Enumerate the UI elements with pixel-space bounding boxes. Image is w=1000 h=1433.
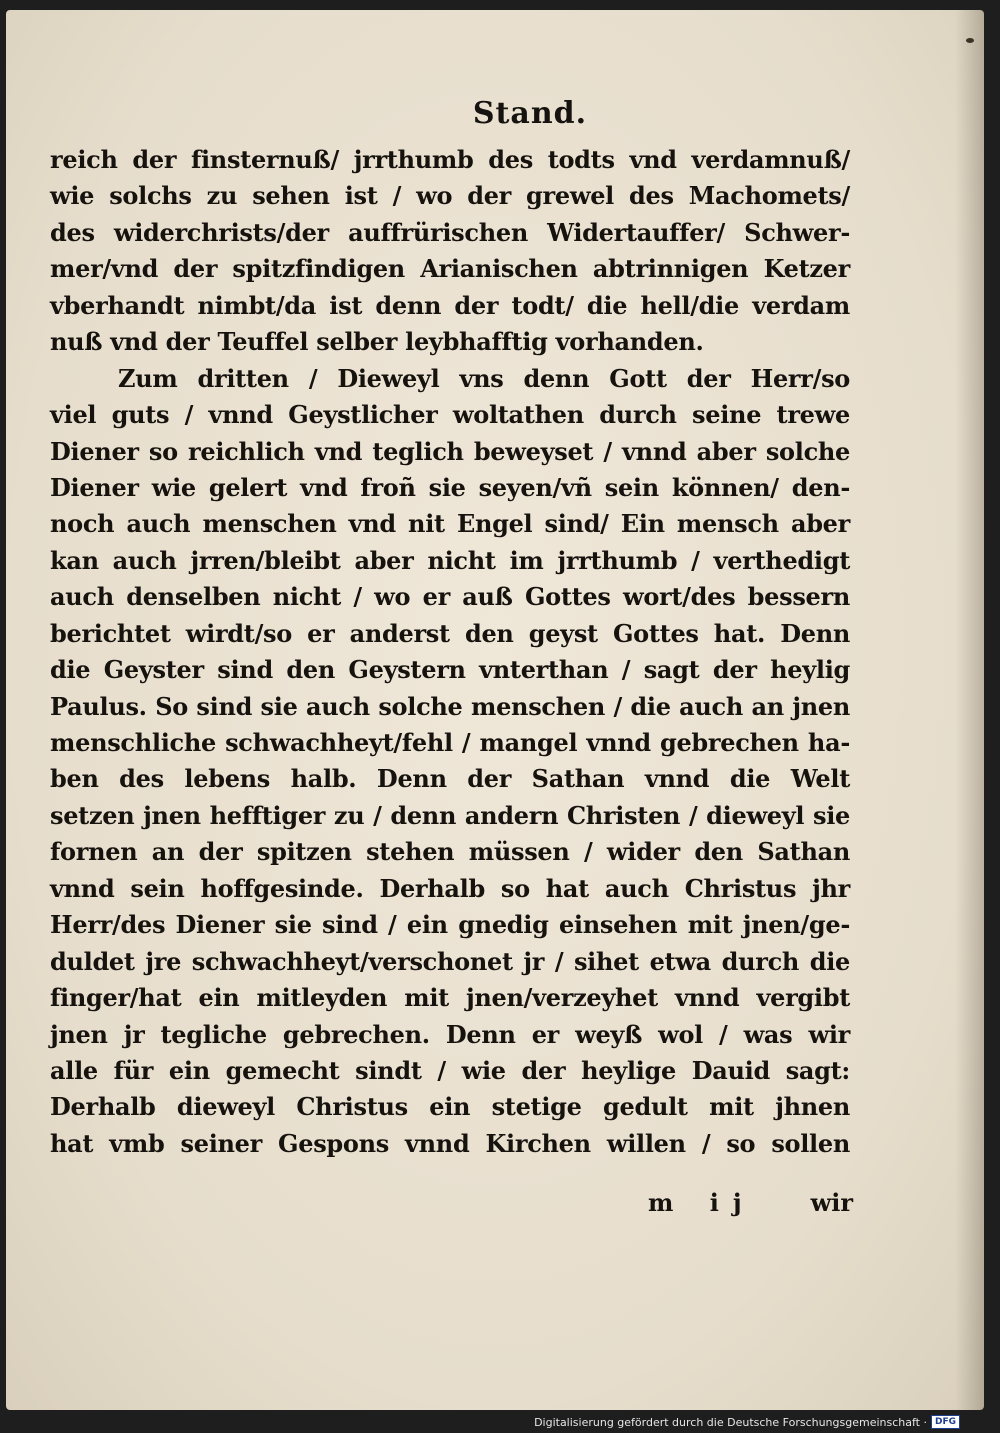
text-line: auch denselben nicht / wo er auß Gottes wort/des bessern <box>50 582 850 612</box>
signature-mark: m ij <box>648 1188 756 1217</box>
text-line: duldet jre schwachheyt/verschonet jr / sihet etwa durch die <box>50 946 850 976</box>
ink-speck <box>966 38 974 43</box>
text-line: Diener so reichlich vnd teglich beweyset / vnnd aber solche <box>50 436 850 466</box>
text-line: vnnd sein hoffgesinde. Derhalb so hat auch Christus jhr <box>50 873 850 903</box>
text-line: berichtet wirdt/so er anderst den geyst Gottes hat. Denn <box>50 618 850 648</box>
text-line: viel guts / vnnd Geystlicher woltathen durch seine trewe <box>50 400 850 430</box>
body-text <box>50 142 850 1162</box>
text-line: nuß vnd der Teuffel selber leybhafftig vorhanden. <box>50 327 704 357</box>
text-line: menschliche schwachheyt/fehl / mangel vnnd gebrechen ha- <box>50 728 850 757</box>
text-line: noch auch menschen vnd nit Engel sind/ Ein mensch aber <box>50 509 850 539</box>
text-line: Derhalb dieweyl Christus ein stetige gedult mit jhnen <box>50 1092 850 1122</box>
text-line: Herr/des Diener sie sind / ein gnedig einsehen mit jnen/ge- <box>50 910 850 940</box>
text-line: mer/vnd der spitzfindigen Arianischen abtrinnigen Ketzer <box>50 254 850 284</box>
text-line: fornen an der spitzen stehen müssen / wider den Sathan <box>50 837 850 867</box>
text-line: wie solchs zu sehen ist / wo der grewel des Machomets/ <box>50 181 850 211</box>
text-line: alle für ein gemecht sindt / wie der heylige Dauid sagt: <box>50 1055 850 1085</box>
text-line: jnen jr tegliche gebrechen. Denn er weyß wol / was wir <box>50 1019 850 1049</box>
text-line: vberhandt nimbt/da ist denn der todt/ die hell/die verdam <box>50 290 850 320</box>
text-line: die Geyster sind den Geystern vnterthan / sagt der heylig <box>50 655 850 685</box>
text-line: reich der finsternuß/ jrrthumb des todts vnd verdamnuß/ <box>50 145 850 174</box>
digitization-credit <box>534 1415 960 1429</box>
text-line: Paulus. So sind sie auch solche menschen / die auch an jnen <box>50 691 850 721</box>
page-foot-marks <box>648 1188 853 1226</box>
text-line: Zum dritten / Dieweyl vns denn Gott der Herr/so <box>118 363 850 393</box>
text-line: hat vmb seiner Gespons vnnd Kirchen willen / so sollen <box>50 1128 850 1158</box>
text-line: setzen jnen hefftiger zu / denn andern Christen / dieweyl sie <box>50 800 850 830</box>
credit-text: Digitalisierung gefördert durch die Deutsche Forschungsgemeinschaft · <box>534 1415 927 1429</box>
dfg-logo: DFG <box>931 1415 960 1429</box>
text-line: finger/hat ein mitleyden mit jnen/verzeyhet vnnd vergibt <box>50 983 850 1013</box>
page-edge-shadow <box>955 10 984 1410</box>
catchword: wir <box>810 1188 853 1217</box>
running-header: Stand. <box>472 96 588 131</box>
text-line: kan auch jrren/bleibt aber nicht im jrrthumb / verthedigt <box>50 545 850 575</box>
text-line: Diener wie gelert vnd froñ sie seyen/vñ sein können/ den- <box>50 472 850 502</box>
text-line: des widerchrists/der auffrürischen Widertauffer/ Schwer- <box>50 217 850 247</box>
text-line: ben des lebens halb. Denn der Sathan vnnd die Welt <box>50 764 850 794</box>
